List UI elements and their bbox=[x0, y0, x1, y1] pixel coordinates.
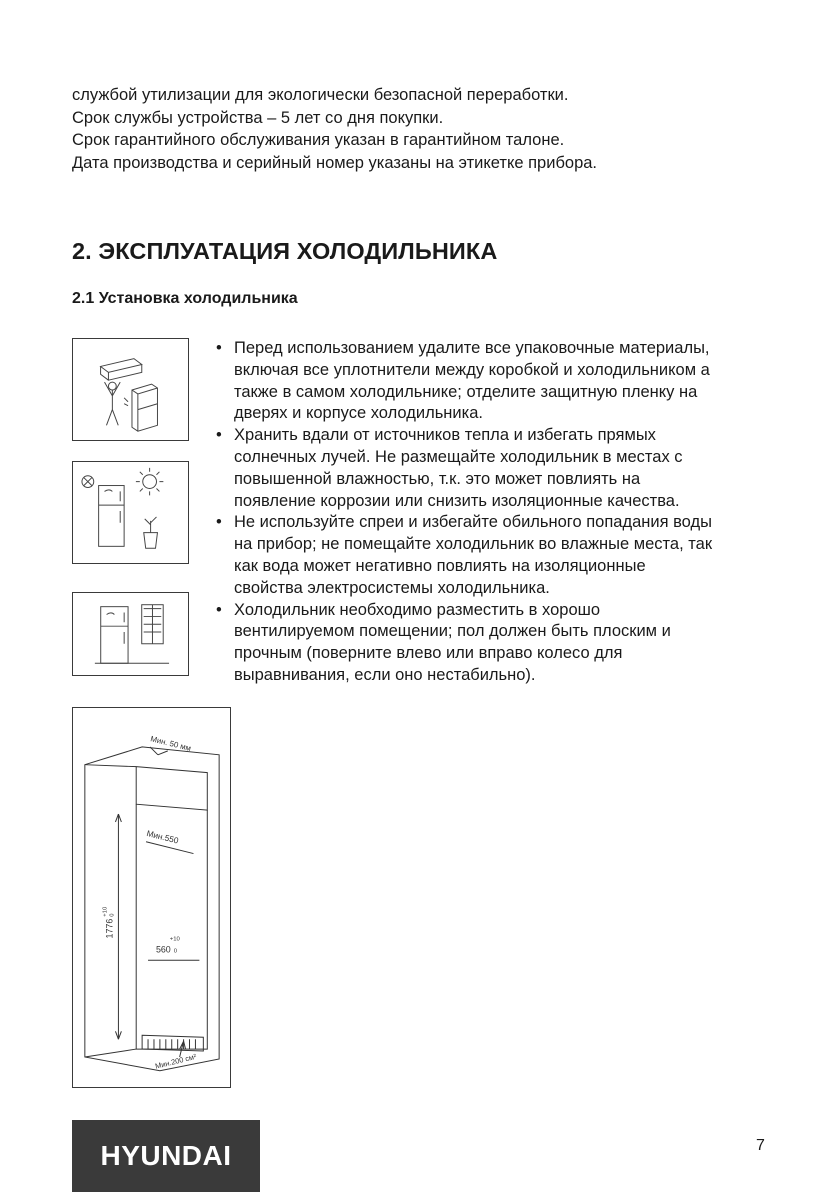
brand-logo: HYUNDAI bbox=[72, 1120, 260, 1192]
list-item-line: также в самом холодильнике; отделите защитную пленку на bbox=[234, 382, 698, 401]
intro-line: Дата производства и серийный номер указаны на этикетке прибора. bbox=[72, 153, 598, 172]
list-item bbox=[216, 338, 776, 425]
height-label: 1776 bbox=[104, 918, 115, 939]
vent-label: Мин.200 см² bbox=[154, 1051, 198, 1071]
list-item-line: прочным (поверните влево или вправо колесо для bbox=[234, 644, 623, 663]
list-item-line: Перед использованием удалите все упаковочные материалы, bbox=[234, 339, 710, 357]
page-number: 7 bbox=[756, 1137, 765, 1154]
depth-label: Мин.550 bbox=[145, 828, 180, 846]
intro-line: Срок службы устройства – 5 лет со дня покупки. bbox=[72, 108, 444, 127]
width-label: 560 bbox=[155, 944, 171, 955]
list-item-line: свойства электросистемы холодильника. bbox=[234, 578, 550, 597]
heat-source-illustration bbox=[72, 461, 189, 564]
height-tolerance-plus: +10 bbox=[102, 906, 109, 917]
list-item-line: Холодильник необходимо разместить в хорошо bbox=[234, 600, 601, 619]
list-item-line: Не используйте спреи и избегайте обильного попадания воды bbox=[234, 513, 712, 532]
subsection-title: 2.1 Установка холодильника bbox=[72, 290, 298, 307]
list-item-line: на прибор; не помещайте холодильник во влажные места, так bbox=[234, 535, 713, 554]
fridge-room-icon bbox=[73, 593, 188, 675]
unpacking-icon bbox=[73, 339, 188, 440]
installation-diagram bbox=[72, 707, 231, 1088]
list-item-line: повышенной влажностью, т.к. это может повлиять на bbox=[234, 469, 641, 488]
list-item-line: солнечных лучей. Не размещайте холодильник в местах с bbox=[234, 447, 683, 466]
list-item bbox=[216, 512, 776, 599]
height-tolerance-minus: 0 bbox=[109, 913, 116, 917]
ventilation-illustration bbox=[72, 592, 189, 676]
list-item-line: Хранить вдали от источников тепла и избегать прямых bbox=[234, 426, 656, 445]
intro-line: службой утилизации для экологически безопасной переработки. bbox=[72, 86, 569, 104]
list-item-line: выравнивания, если оно нестабильно). bbox=[234, 665, 536, 684]
intro-line: Срок гарантийного обслуживания указан в гарантийном талоне. bbox=[72, 131, 565, 149]
list-item bbox=[216, 425, 776, 512]
instruction-list bbox=[216, 338, 776, 687]
width-tolerance-minus: 0 bbox=[173, 948, 178, 955]
cabinet-drawing bbox=[73, 708, 230, 1087]
heat-warning-icon bbox=[73, 462, 188, 563]
list-item bbox=[216, 600, 776, 687]
list-item-line: появление коррозии или снизить изоляционные качества. bbox=[234, 491, 680, 510]
list-item-line: как вода может негативно повлиять на изоляционные bbox=[234, 556, 646, 575]
list-item-line: дверях и корпусе холодильника. bbox=[234, 404, 483, 423]
list-item-line: вентилируемом помещении; пол должен быть плоским и bbox=[234, 622, 671, 641]
bullet-icon: • bbox=[216, 426, 222, 445]
bullet-icon: • bbox=[216, 600, 222, 619]
bullet-icon: • bbox=[216, 513, 222, 532]
unpacking-illustration bbox=[72, 338, 189, 441]
top-gap-label: Мин. 50 мм bbox=[149, 734, 192, 753]
intro-text bbox=[72, 84, 792, 174]
list-item-line: включая все уплотнители между коробкой и холодильником а bbox=[234, 360, 710, 379]
section-title: 2. ЭКСПЛУАТАЦИЯ ХОЛОДИЛЬНИКА bbox=[72, 238, 498, 264]
width-tolerance-plus: +10 bbox=[169, 936, 180, 943]
bullet-icon: • bbox=[216, 339, 222, 357]
